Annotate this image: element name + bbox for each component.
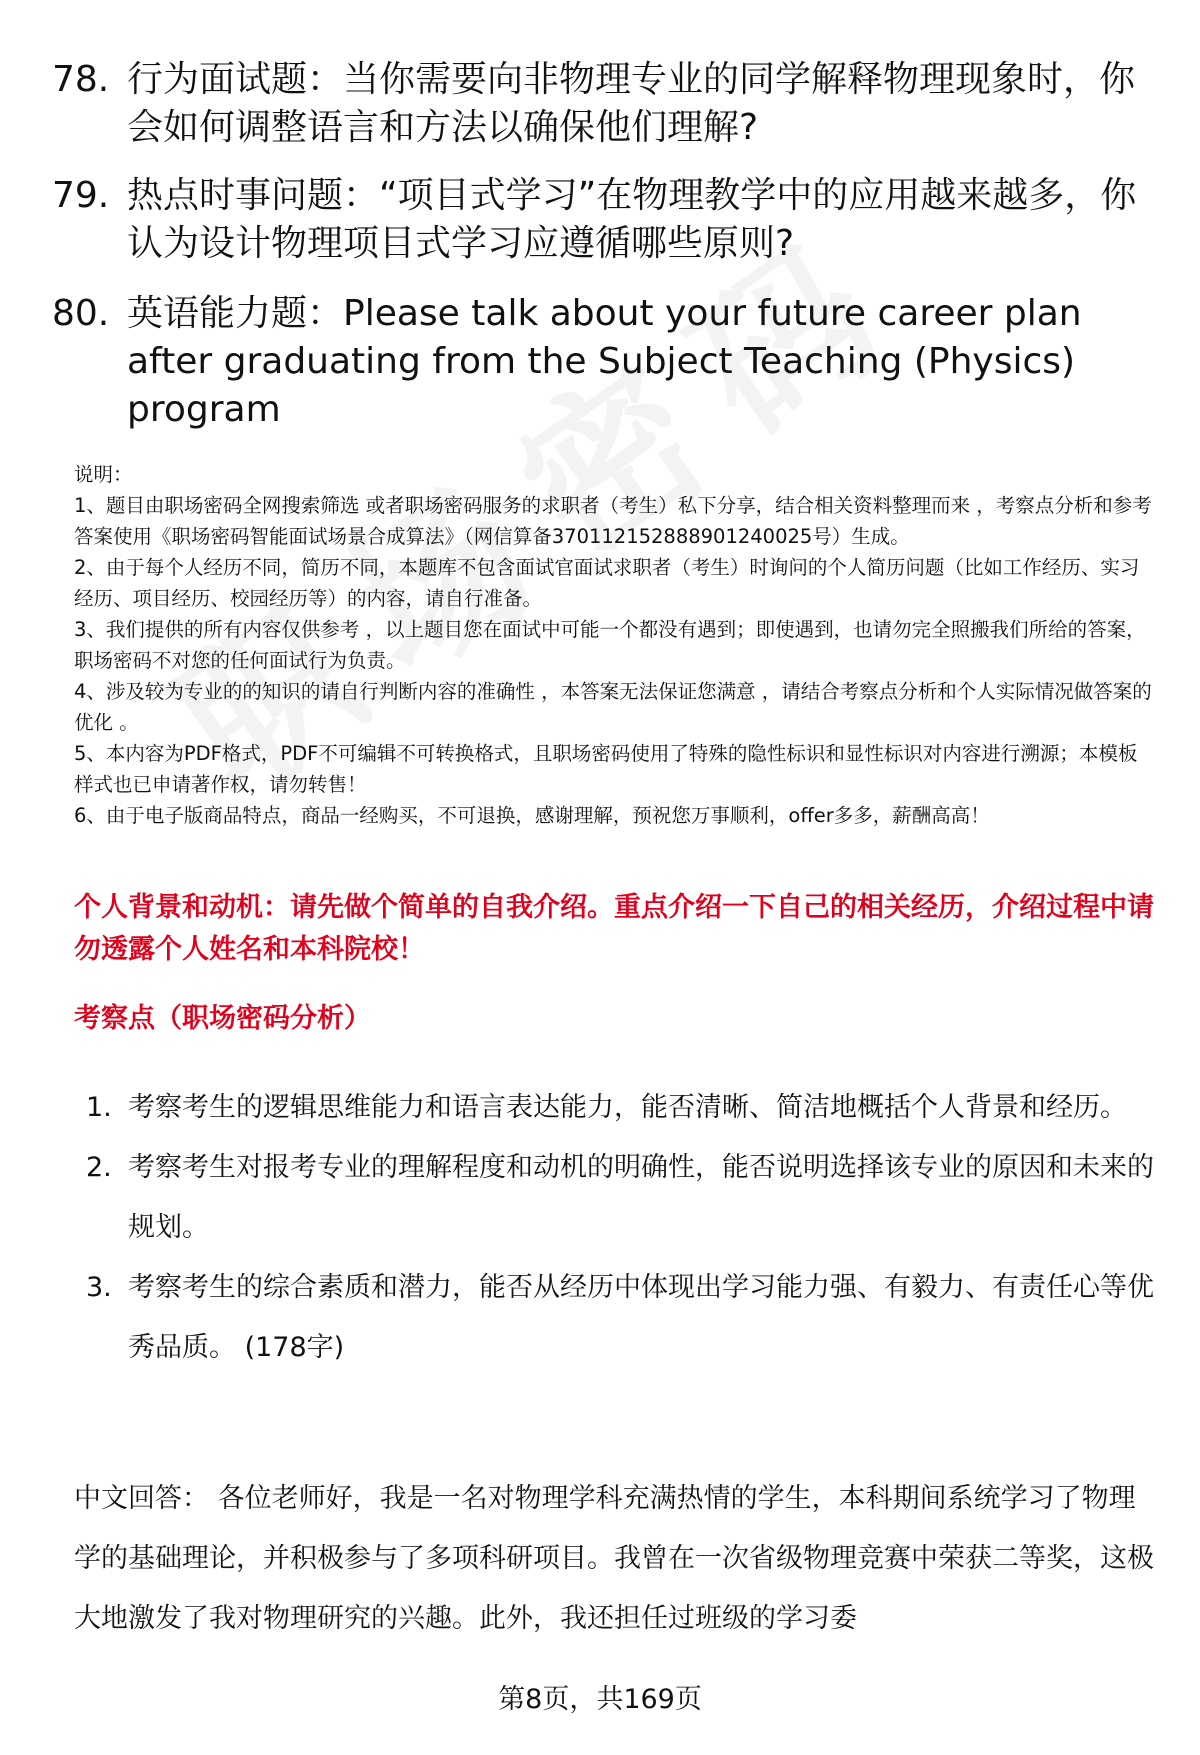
question-79 (52, 172, 1152, 268)
page-footer: 第8页，共169页 (498, 1684, 702, 1715)
analysis-points (74, 1078, 1154, 1378)
question-text: 行为面试题：当你需要向非物理专业的同学解释物理现象时，你会如何调整语言和方法以确保他们理解? (127, 59, 1136, 148)
notes-item: 3、我们提供的所有内容仅供参考 ，以上题目您在面试中可能一个都没有遇到；即使遇到，也请勿完全照搬我们所给的答案，职场密码不对您的任何面试行为负责。 (74, 618, 1146, 672)
question-80 (52, 290, 1152, 434)
list-item (74, 1138, 1154, 1258)
question-text: 英语能力题：Please talk about your future career plan after graduating from the Subject Teaching (Physics) program (127, 293, 1082, 430)
disclaimer-notes (74, 459, 1154, 831)
notes-item: 1、题目由职场密码全网搜索筛选 或者职场密码服务的求职者（考生）私下分享，结合相关资料整理而来 ，考察点分析和参考答案使用《职场密码智能面试场景合成算法》（网信算备370112152888901240025号）生成。 (74, 494, 1152, 548)
question-78 (52, 56, 1152, 152)
list-number: 1. (86, 1092, 112, 1123)
notes-item: 5、本内容为PDF格式，PDF不可编辑不可转换格式，且职场密码使用了特殊的隐性标识和显性标识对内容进行溯源；本模板样式也已申请著作权，请勿转售！ (74, 742, 1138, 796)
question-number: 78. (52, 59, 110, 100)
list-text: 考察考生的逻辑思维能力和语言表达能力，能否清晰、简洁地概括个人背景和经历。 (128, 1092, 1127, 1123)
list-item (74, 1078, 1154, 1138)
notes-title: 说明： (74, 463, 133, 486)
section-heading: 个人背景和动机：请先做个简单的自我介绍。重点介绍一下自己的相关经历，介绍过程中请勿透露个人姓名和本科院校！ (74, 892, 1154, 965)
list-item (74, 1258, 1154, 1378)
list-text: 考察考生对报考专业的理解程度和动机的明确性，能否说明选择该专业的原因和未来的规划。 (128, 1152, 1154, 1243)
analysis-heading: 考察点（职场密码分析） (74, 1003, 371, 1034)
list-text: 考察考生的综合素质和潜力，能否从经历中体现出学习能力强、有毅力、有责任心等优秀品质。 (178字) (128, 1272, 1154, 1363)
question-number: 80. (52, 293, 110, 334)
answer-text: 中文回答： 各位老师好，我是一名对物理学科充满热情的学生，本科期间系统学习了物理学的基础理论，并积极参与了多项科研项目。我曾在一次省级物理竞赛中荣获二等奖，这极大地激发了我对物理研究的兴趣。此外，我还担任过班级的学习委 (74, 1483, 1154, 1634)
list-number: 3. (86, 1272, 112, 1303)
notes-item: 4、涉及较为专业的的知识的请自行判断内容的准确性 ，本答案无法保证您满意 ，请结合考察点分析和个人实际情况做答案的优化 。 (74, 680, 1152, 734)
list-number: 2. (86, 1152, 112, 1183)
notes-item: 6、由于电子版商品特点，商品一经购买，不可退换，感谢理解，预祝您万事顺利，offer多多，薪酬高高！ (74, 804, 990, 827)
notes-item: 2、由于每个人经历不同，简历不同，本题库不包含面试官面试求职者（考生）时询问的个人简历问题（比如工作经历、实习经历、项目经历、校园经历等）的内容，请自行准备。 (74, 556, 1140, 610)
question-text: 热点时事问题：“项目式学习”在物理教学中的应用越来越多，你认为设计物理项目式学习应遵循哪些原则? (127, 175, 1137, 264)
question-number: 79. (52, 175, 110, 216)
